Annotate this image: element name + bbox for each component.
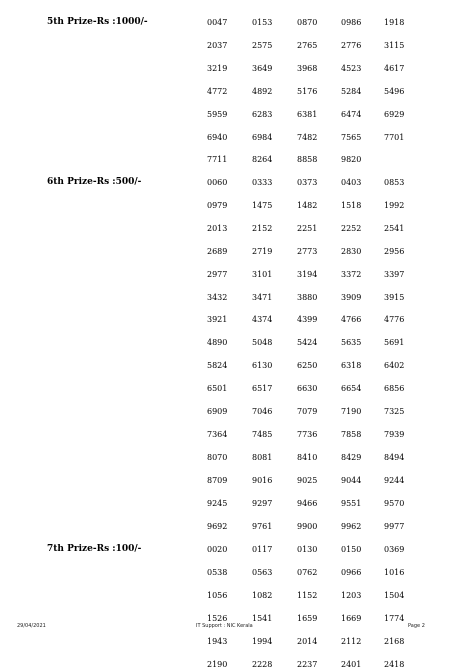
ticket-number: 7364: [207, 430, 228, 439]
ticket-number: 3372: [341, 270, 362, 279]
ticket-number: 3471: [252, 293, 273, 302]
ticket-number: 6130: [252, 361, 273, 370]
ticket-number: 1475: [252, 201, 273, 210]
ticket-number: 9244: [384, 476, 405, 485]
ticket-number: 2765: [297, 41, 318, 50]
footer-page-number: Page 2: [408, 623, 425, 629]
ticket-number: 4776: [384, 315, 405, 324]
ticket-number: 1056: [207, 591, 228, 600]
ticket-number: 2252: [341, 224, 362, 233]
number-row: [0, 17, 452, 28]
ticket-number: 0060: [207, 178, 228, 187]
ticket-number: 6909: [207, 407, 228, 416]
ticket-number: 5048: [252, 338, 273, 347]
ticket-number: 5424: [297, 338, 318, 347]
ticket-number: 6381: [297, 110, 318, 119]
ticket-number: 0333: [252, 178, 273, 187]
ticket-number: 1016: [384, 568, 405, 577]
ticket-number: 8858: [297, 155, 318, 164]
ticket-number: 9466: [297, 499, 318, 508]
ticket-number: 9900: [297, 522, 318, 531]
ticket-number: 5824: [207, 361, 228, 370]
ticket-number: 6984: [252, 133, 273, 142]
ticket-number: 0853: [384, 178, 405, 187]
ticket-number: 5635: [341, 338, 362, 347]
ticket-number: 7079: [297, 407, 318, 416]
ticket-number: 9297: [252, 499, 273, 508]
ticket-number: 3101: [252, 270, 273, 279]
ticket-number: 4772: [207, 87, 228, 96]
ticket-number: 2251: [297, 224, 318, 233]
ticket-number: 2190: [207, 660, 228, 669]
number-row: [0, 636, 452, 647]
ticket-number: 4766: [341, 315, 362, 324]
ticket-number: 6318: [341, 361, 362, 370]
prize-label: 6th Prize-Rs :500/-: [47, 177, 142, 187]
ticket-number: 4399: [297, 315, 318, 324]
ticket-number: 2776: [341, 41, 362, 50]
ticket-number: 0762: [297, 568, 318, 577]
ticket-number: 1659: [297, 614, 318, 623]
ticket-number: 3915: [384, 293, 405, 302]
ticket-number: 1526: [207, 614, 228, 623]
ticket-number: 6630: [297, 384, 318, 393]
ticket-number: 1918: [384, 18, 405, 27]
ticket-number: 2014: [297, 637, 318, 646]
ticket-number: 0870: [297, 18, 318, 27]
ticket-number: 0538: [207, 568, 228, 577]
number-row: [0, 109, 452, 120]
ticket-number: 9962: [341, 522, 362, 531]
ticket-number: 7711: [207, 155, 228, 164]
ticket-number: 1482: [297, 201, 318, 210]
ticket-number: 2013: [207, 224, 228, 233]
ticket-number: 4374: [252, 315, 273, 324]
ticket-number: 3397: [384, 270, 405, 279]
number-row: [0, 200, 452, 211]
ticket-number: 2541: [384, 224, 405, 233]
ticket-number: 2418: [384, 660, 405, 669]
ticket-number: 7701: [384, 133, 405, 142]
ticket-number: 3880: [297, 293, 318, 302]
prize-label: 7th Prize-Rs :100/-: [47, 544, 142, 554]
ticket-number: 3194: [297, 270, 318, 279]
ticket-number: 3968: [297, 64, 318, 73]
ticket-number: 2575: [252, 41, 273, 50]
ticket-number: 8429: [341, 453, 362, 462]
ticket-number: 7046: [252, 407, 273, 416]
number-row: [0, 590, 452, 601]
ticket-number: 9977: [384, 522, 405, 531]
footer-support: IT Support : NIC Kerala: [196, 623, 253, 629]
ticket-number: 0403: [341, 178, 362, 187]
ticket-number: 8410: [297, 453, 318, 462]
ticket-number: 1994: [252, 637, 273, 646]
number-row: [0, 292, 452, 303]
ticket-number: 6929: [384, 110, 405, 119]
number-row: [0, 132, 452, 143]
ticket-number: 0563: [252, 568, 273, 577]
ticket-number: 1992: [384, 201, 405, 210]
ticket-number: 0117: [252, 545, 273, 554]
ticket-number: 9044: [341, 476, 362, 485]
ticket-number: 9570: [384, 499, 405, 508]
ticket-number: 9551: [341, 499, 362, 508]
ticket-number: 1669: [341, 614, 362, 623]
ticket-number: 5691: [384, 338, 405, 347]
ticket-number: 3921: [207, 315, 228, 324]
ticket-number: 3909: [341, 293, 362, 302]
number-row: [0, 246, 452, 257]
ticket-number: 7485: [252, 430, 273, 439]
ticket-number: 7565: [341, 133, 362, 142]
ticket-number: 2237: [297, 660, 318, 669]
ticket-number: 1943: [207, 637, 228, 646]
ticket-number: 3115: [384, 41, 405, 50]
ticket-number: 0047: [207, 18, 228, 27]
page-footer: [0, 621, 452, 631]
ticket-number: 6283: [252, 110, 273, 119]
ticket-number: 9761: [252, 522, 273, 531]
ticket-number: 5284: [341, 87, 362, 96]
ticket-number: 0373: [297, 178, 318, 187]
number-row: [0, 567, 452, 578]
ticket-number: 2152: [252, 224, 273, 233]
ticket-number: 4523: [341, 64, 362, 73]
ticket-number: 1504: [384, 591, 405, 600]
number-row: [0, 498, 452, 509]
ticket-number: 1203: [341, 591, 362, 600]
ticket-number: 9245: [207, 499, 228, 508]
footer-date: 29/04/2021: [17, 623, 46, 629]
number-row: [0, 659, 452, 670]
ticket-number: 7858: [341, 430, 362, 439]
ticket-number: 0979: [207, 201, 228, 210]
number-row: [0, 337, 452, 348]
number-row: [0, 521, 452, 532]
ticket-number: 6517: [252, 384, 273, 393]
ticket-number: 7939: [384, 430, 405, 439]
number-row: [0, 452, 452, 463]
ticket-number: 8494: [384, 453, 405, 462]
ticket-number: 3432: [207, 293, 228, 302]
ticket-number: 7482: [297, 133, 318, 142]
ticket-number: 2689: [207, 247, 228, 256]
number-row: [0, 360, 452, 371]
ticket-number: 9016: [252, 476, 273, 485]
ticket-number: 6654: [341, 384, 362, 393]
ticket-number: 3219: [207, 64, 228, 73]
ticket-number: 2401: [341, 660, 362, 669]
ticket-number: 6250: [297, 361, 318, 370]
ticket-number: 6402: [384, 361, 405, 370]
ticket-number: 8081: [252, 453, 273, 462]
ticket-number: 7736: [297, 430, 318, 439]
number-row: [0, 383, 452, 394]
ticket-number: 5959: [207, 110, 228, 119]
ticket-number: 4617: [384, 64, 405, 73]
ticket-number: 6856: [384, 384, 405, 393]
ticket-number: 9025: [297, 476, 318, 485]
ticket-number: 8264: [252, 155, 273, 164]
ticket-number: 2112: [341, 637, 362, 646]
ticket-number: 0150: [341, 545, 362, 554]
ticket-number: 2977: [207, 270, 228, 279]
prize-label: 5th Prize-Rs :1000/-: [47, 17, 148, 27]
ticket-number: 0153: [252, 18, 273, 27]
ticket-number: 0966: [341, 568, 362, 577]
ticket-number: 2228: [252, 660, 273, 669]
ticket-number: 2830: [341, 247, 362, 256]
number-row: [0, 154, 452, 165]
ticket-number: 8709: [207, 476, 228, 485]
ticket-number: 1152: [297, 591, 318, 600]
ticket-number: 2037: [207, 41, 228, 50]
ticket-number: 7325: [384, 407, 405, 416]
number-row: [0, 406, 452, 417]
ticket-number: 2956: [384, 247, 405, 256]
number-row: [0, 314, 452, 325]
ticket-number: 8070: [207, 453, 228, 462]
number-row: [0, 223, 452, 234]
ticket-number: 3649: [252, 64, 273, 73]
ticket-number: 7190: [341, 407, 362, 416]
ticket-number: 9820: [341, 155, 362, 164]
ticket-number: 5496: [384, 87, 405, 96]
ticket-number: 6940: [207, 133, 228, 142]
number-row: [0, 40, 452, 51]
ticket-number: 9692: [207, 522, 228, 531]
number-row: [0, 63, 452, 74]
number-row: [0, 475, 452, 486]
number-row: [0, 86, 452, 97]
number-row: [0, 177, 452, 188]
ticket-number: 1774: [384, 614, 405, 623]
ticket-number: 4892: [252, 87, 273, 96]
ticket-number: 4890: [207, 338, 228, 347]
number-row: [0, 269, 452, 280]
ticket-number: 0020: [207, 545, 228, 554]
ticket-number: 1082: [252, 591, 273, 600]
ticket-number: 1541: [252, 614, 273, 623]
ticket-number: 1518: [341, 201, 362, 210]
ticket-number: 2168: [384, 637, 405, 646]
ticket-number: 2773: [297, 247, 318, 256]
ticket-number: 6474: [341, 110, 362, 119]
number-row: [0, 429, 452, 440]
ticket-number: 6501: [207, 384, 228, 393]
ticket-number: 5176: [297, 87, 318, 96]
number-row: [0, 544, 452, 555]
ticket-number: 2719: [252, 247, 273, 256]
ticket-number: 0130: [297, 545, 318, 554]
ticket-number: 0986: [341, 18, 362, 27]
ticket-number: 0369: [384, 545, 405, 554]
